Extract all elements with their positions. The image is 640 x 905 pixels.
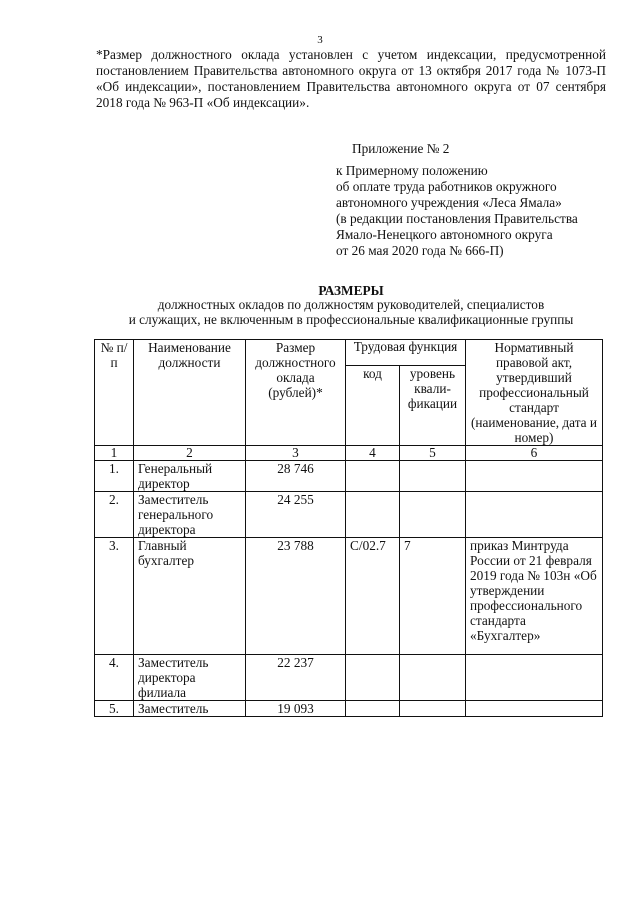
row-act: приказ Минтруда России от 21 февраля 2019 года № 103н «Об утверждении профессионального стандарта «Бухгалтер» [466, 538, 603, 655]
row-position: Главный бухгалтер [134, 538, 246, 655]
table-header-row [95, 340, 603, 366]
row-salary: 28 746 [246, 461, 346, 492]
header-act: Нормативный правовой акт, утвердивший профессиональный стандарт (наименование, дата и номер) [466, 340, 603, 446]
table-row [95, 655, 603, 701]
row-level [400, 701, 466, 717]
table-row [95, 538, 603, 655]
column-number: 5 [400, 446, 466, 461]
row-code [346, 492, 400, 538]
row-salary: 24 255 [246, 492, 346, 538]
row-level [400, 655, 466, 701]
table-row [95, 492, 603, 538]
row-salary: 19 093 [246, 701, 346, 717]
row-act [466, 492, 603, 538]
header-salary: Размер должностного оклада (рублей)* [246, 340, 346, 446]
row-code [346, 655, 400, 701]
appendix-ref-line: автономного учреждения «Леса Ямала» [336, 195, 562, 210]
column-number: 1 [95, 446, 134, 461]
row-salary: 23 788 [246, 538, 346, 655]
appendix-ref-line: к Примерному положению [336, 163, 488, 178]
row-position: Заместитель директора филиала [134, 655, 246, 701]
column-number: 2 [134, 446, 246, 461]
row-act [466, 701, 603, 717]
column-number-row [95, 446, 603, 461]
column-number: 3 [246, 446, 346, 461]
appendix-ref-line: (в редакции постановления Правительства [336, 211, 578, 226]
appendix-ref-line: от 26 мая 2020 года № 666-П) [336, 243, 504, 258]
header-level: уровень квали-фикации [400, 366, 466, 446]
row-num: 5. [95, 701, 134, 717]
row-code: С/02.7 [346, 538, 400, 655]
header-code: код [346, 366, 400, 446]
table-row [95, 701, 603, 717]
row-code [346, 701, 400, 717]
row-level [400, 461, 466, 492]
row-num: 2. [95, 492, 134, 538]
subtitle-line: должностных окладов по должностям руководителей, специалистов [157, 297, 545, 312]
row-num: 1. [95, 461, 134, 492]
column-number: 6 [466, 446, 603, 461]
row-num: 4. [95, 655, 134, 701]
salary-table [94, 339, 603, 717]
row-level: 7 [400, 538, 466, 655]
row-num: 3. [95, 538, 134, 655]
salary-footnote: *Размер должностного оклада установлен с учетом индексации, предусмотренной постановлением Правительства автономного округа от 13 октября 2017 года № 1073-П «Об индексации», постановлением Правительства автономного округа от 07 сентября 2018 года № 963-П «Об индексации». [96, 47, 606, 110]
document-heading: РАЗМЕРЫ [318, 283, 384, 298]
document-subtitle [96, 297, 606, 327]
row-position: Заместитель генерального директора [134, 492, 246, 538]
column-number: 4 [346, 446, 400, 461]
appendix-reference [336, 163, 616, 259]
table-row [95, 461, 603, 492]
subtitle-line: и служащих, не включенным в профессиональные квалификационные группы [128, 312, 574, 327]
row-salary: 22 237 [246, 655, 346, 701]
header-labor-function: Трудовая функция [346, 340, 466, 366]
appendix-ref-line: Ямало-Ненецкого автономного округа [336, 227, 553, 242]
row-act [466, 461, 603, 492]
appendix-ref-line: об оплате труда работников окружного [336, 179, 557, 194]
page-number: 3 [317, 34, 323, 46]
header-num: № п/п [95, 340, 134, 446]
row-act [466, 655, 603, 701]
row-position: Заместитель [134, 701, 246, 717]
header-position: Наименование должности [134, 340, 246, 446]
row-level [400, 492, 466, 538]
row-code [346, 461, 400, 492]
appendix-title: Приложение № 2 [352, 141, 450, 156]
row-position: Генеральный директор [134, 461, 246, 492]
